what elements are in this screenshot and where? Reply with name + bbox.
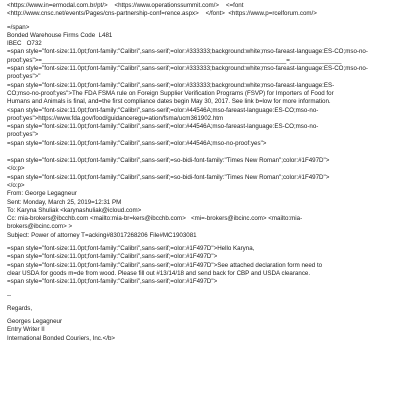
markup-line: =span style="font-size:11.0pt;font-family:"Calibri",sans-serif;=olor:#333333;background:white;mso-fareast-language:ES-CO;mso-no- — [7, 48, 368, 56]
subject-line: Subject: Power of attorney T=acking#83017268206 File#MC1903081 — [7, 231, 197, 239]
link-line: <https://www.in=ermodal.com.br/pt/> <https://www.operationssummit.com/> <=font — [7, 2, 244, 9]
signature-company: International Bonded Couriers, Inc.</b> — [7, 334, 116, 342]
signature-name: Georges Legagneur — [7, 318, 63, 326]
firms-code-line: Bonded Warehouse Firms Code L481 — [7, 31, 113, 39]
markup-line: </o:p> — [7, 165, 25, 173]
sent-line: Sent: Monday, March 25, 2019=12:31 PM — [7, 198, 122, 206]
markup-line: =span style="font-size:11.0pt;font-family:"Calibri",sans-serif;=olor:#44546A;mso-fareast-language:ES-CO;mso-no- — [7, 123, 319, 131]
to-line: To: Karyna Shuliak <karynashuliak@icloud.com> — [7, 206, 142, 214]
greeting-line: =span style="font-size:11.0pt;font-family:"Calibri",sans-serif;=olor:#1F497D">Hello Karyna, — [7, 245, 255, 253]
markup-line: =span style="font-size:11.0pt;font-family:"Calibri",sans-serif;=olor:#333333;background:white;mso-fareast-language:ES-CO;mso-no- — [7, 65, 368, 73]
separator-line: proof:yes">=_______________________________________________________________________=_______________ — [7, 56, 342, 64]
markup-line: =span style="font-size:11.0pt;font-family:"Calibri",sans-serif;=so-bidi-font-family:"Times New Roman";color:#1F497D"> — [7, 157, 330, 165]
markup-line: =span style="font-size:11.0pt;font-family:"Calibri",sans-serif;=olor:#333333;background:white;mso-fareast-language:ES- — [7, 81, 335, 89]
markup-line: </o:p> — [7, 181, 25, 189]
signature-title: Entry Writer II — [7, 326, 45, 334]
markup-line: =span style="font-size:11.0pt;font-family:"Calibri",sans-serif;=olor:#1F497D"> — [7, 253, 218, 261]
cc-line: brokers@ibcinc.com> > — [7, 223, 73, 231]
spacer — [7, 148, 394, 157]
from-line: From: George Legagneur — [7, 190, 77, 198]
signature-separator: -- — [7, 291, 12, 299]
cc-line: Cc: mia-brokers@ibcchb.com <mailto:mia-br=kers@ibcchb.com> <mi=-brokers@ibcinc.com> <mailto:mia- — [7, 215, 303, 223]
fsma-notice-line: CO;mso-no-proof:yes">The FDA FSMA rule on Foreign Supplier Verification Programs (FSVP) for Importers of Food for — [7, 89, 334, 97]
ibec-line: IBEC O732 — [7, 40, 42, 48]
fda-link-line: proof:yes">https://www.fda.gov/food/guidanceregu=ation/fsma/ucm361902.htm — [7, 114, 224, 122]
markup-line: =span style="font-size:11.0pt;font-family:"Calibri",sans-serif;=so-bidi-font-family:"Times New Roman";color:#1F497D"> — [7, 173, 330, 181]
markup-line: =span style="font-size:11.0pt;font-family:"Calibri",sans-serif;=olor:#1F497D"> — [7, 278, 218, 286]
markup-line: =span style="font-size:11.0pt;font-family:"Calibri",sans-serif;=olor:#44546A;mso-no-proof:yes"> — [7, 139, 267, 147]
body-line: =span style="font-size:11.0pt;font-family:"Calibri",sans-serif;=olor:#1F497D">See attached declaration form need to — [7, 261, 323, 269]
markup-line: <span style="font-size:11.0pt;font-family:"Calibri",sans-serif;=olor:#44546A;mso-fareast-language:ES-CO;mso-no- — [7, 106, 319, 114]
body-line: clear USDA for goods m=de from wood. Please fill out #13/14/18 and send back for CBP and USDA clearance. — [7, 269, 311, 277]
link-line: <http://www.cnsc.net/events/Pages/cns-partnership-conf=rence.aspx> </font> <https://www.p=rcelforum.com/> — [7, 10, 317, 18]
closing-line: Regards, — [7, 304, 33, 312]
markup-line: proof:yes">" — [7, 73, 41, 81]
fsma-notice-line: Humans and Animals is final, and=the first compliance dates begin May 30, 2017. See link b=low for more information. — [7, 98, 331, 106]
markup-line: proof:yes"> — [7, 131, 39, 139]
markup-line: =/span> — [7, 23, 30, 31]
